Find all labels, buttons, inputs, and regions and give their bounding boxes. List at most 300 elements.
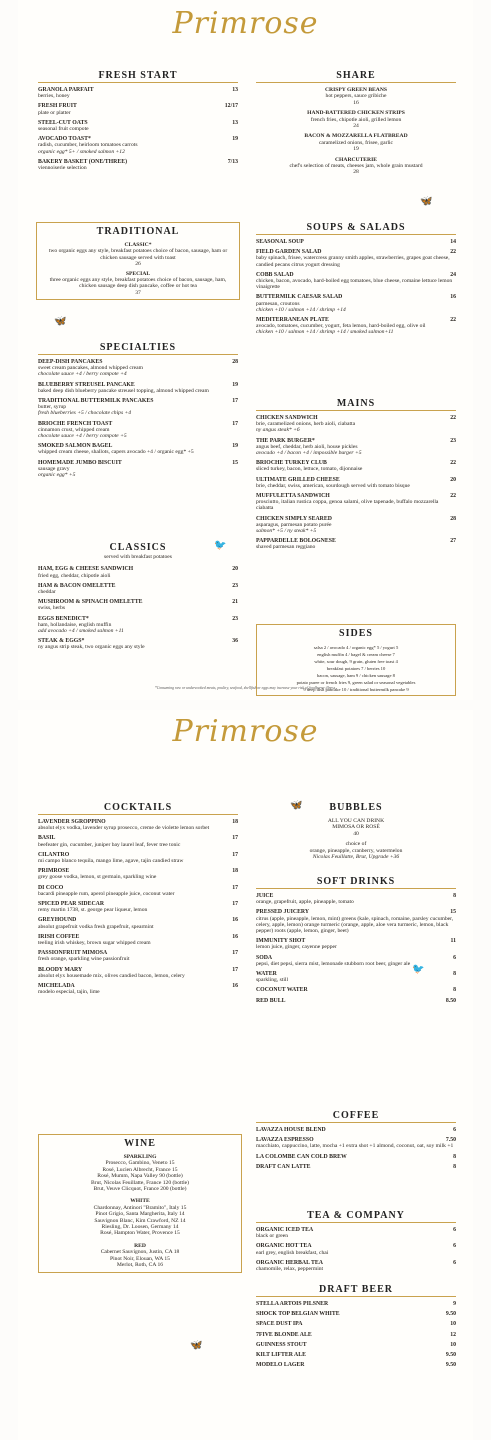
menu-line: Chardonnay, Antinori "Bramito", Italy 15 bbox=[93, 1204, 187, 1211]
item-extra: organic egg* 5+ / smoked salmon +12 bbox=[38, 148, 125, 155]
item-desc: remy martin 1738, st. george pear liqueur, lemon bbox=[38, 907, 148, 914]
menu-item bbox=[256, 1342, 456, 1348]
menu-item bbox=[256, 998, 456, 1004]
menu-item bbox=[256, 516, 456, 535]
item-name: COBB SALAD bbox=[256, 271, 294, 278]
item-price: 27 bbox=[450, 538, 456, 545]
item-desc: prosciutto, italian rustica coppa, genoa salami, olive tapenade, buffalo mozzarella ciabatta bbox=[256, 499, 439, 512]
classics-list bbox=[38, 566, 238, 650]
special-name: SPECIAL bbox=[125, 270, 151, 277]
classic-name: CLASSIC* bbox=[124, 242, 152, 248]
item-name: LAVENDER SGROPPINO bbox=[38, 819, 106, 825]
item-price: 13 bbox=[232, 87, 238, 93]
item-price: 7.50 bbox=[445, 1137, 456, 1144]
item-extra: avocado +4 / bacon +4 / impossible burger +5 bbox=[256, 450, 362, 457]
menu-line: bacon, sausage, ham 9 / chicken sausage 8 bbox=[317, 673, 395, 678]
mains-section bbox=[256, 398, 456, 555]
menu-item bbox=[256, 987, 456, 993]
item-price: 17 bbox=[232, 835, 238, 842]
item-price: 28 bbox=[232, 359, 238, 365]
item-name: CRISPY GREEN BEANS bbox=[325, 87, 387, 93]
item-price: 19 bbox=[232, 136, 238, 143]
item-desc: sweet cream pancakes, almond whipped cream bbox=[38, 365, 143, 372]
menu-item bbox=[256, 1127, 456, 1133]
item-price: 10 bbox=[450, 1321, 456, 1328]
item-price: 16 bbox=[450, 294, 456, 301]
menu-line: Rosé, Lucien Albrecht, France 15 bbox=[102, 1166, 178, 1173]
wine-heading: WINE bbox=[124, 1138, 156, 1149]
item-name: JUICE bbox=[256, 893, 274, 899]
item-price: 6 bbox=[453, 1227, 456, 1233]
menu-item bbox=[256, 460, 456, 472]
item-price: 22 bbox=[450, 415, 456, 421]
draft-beer-heading: DRAFT BEER bbox=[256, 1284, 456, 1297]
item-name: DEEP-DISH PANCAKES bbox=[38, 359, 103, 365]
item-price: 24 bbox=[353, 123, 359, 130]
item-desc: baby spinach, frisee, watercress granny smith apples, strawberries, grapes goat cheese, candied pecans citrus yogurt dressing bbox=[256, 255, 450, 268]
classic-price: 26 bbox=[135, 261, 141, 268]
item-name: ORGANIC HERBAL TEA bbox=[256, 1259, 323, 1266]
menu-item bbox=[38, 103, 238, 115]
menu-item bbox=[256, 317, 456, 336]
menu-item bbox=[38, 638, 238, 650]
menu-item bbox=[38, 901, 238, 913]
draft-beer-list bbox=[256, 1301, 456, 1368]
bubbles-heading: BUBBLES bbox=[329, 802, 383, 813]
item-price: 16 bbox=[353, 99, 359, 106]
item-desc: absolut elyx vodka, lavender syrup prosecco, creme de violette lemon sorbet bbox=[38, 825, 210, 832]
item-price: 8.50 bbox=[445, 997, 456, 1004]
menu-item bbox=[256, 971, 456, 983]
item-price: 23 bbox=[232, 582, 238, 589]
menu-item bbox=[38, 359, 238, 378]
item-name: 7FIVE BLONDE ALE bbox=[256, 1331, 312, 1338]
menu-item bbox=[256, 1311, 456, 1317]
item-name: MUSHROOM & SPINACH OMELETTE bbox=[38, 599, 143, 606]
hummingbird-icon: 🐦 bbox=[412, 964, 425, 975]
menu-item bbox=[38, 398, 238, 417]
menu-line: Riesling, Dr. Loosen, Germany 14 bbox=[101, 1224, 179, 1231]
item-price: 6 bbox=[453, 1259, 456, 1266]
item-desc: bacardi pineapple rum, aperol pineapple juice, coconut water bbox=[38, 890, 175, 897]
menu-item bbox=[256, 1154, 456, 1160]
item-name: STEEL-CUT OATS bbox=[38, 119, 88, 126]
soups-list bbox=[256, 239, 456, 336]
hummingbird-icon: 🐦 bbox=[214, 540, 227, 551]
item-extra: fresh blueberries +5 / chocolate chips +4 bbox=[38, 410, 132, 417]
menu-item bbox=[38, 983, 238, 995]
coffee-list bbox=[256, 1127, 456, 1170]
item-desc: swiss, herbs bbox=[38, 605, 66, 612]
menu-item bbox=[38, 583, 238, 595]
item-name: ULTIMATE GRILLED CHEESE bbox=[256, 476, 340, 483]
menu-item bbox=[256, 1332, 456, 1338]
item-desc: citrus (apple, pineapple, lemon, mint) greens (kale, spinach, romaine, parsley cucumber, celery, apple, lemon) orange turmeric (orange, apple, aloe vera turmeric, lemon, black pepper) roots (apple, lemon, ginger, beet) bbox=[256, 915, 454, 935]
item-desc: whipped cream cheese, shallots, capers avocado +4 / organic egg* +5 bbox=[38, 449, 194, 456]
item-name: BLOODY MARY bbox=[38, 966, 83, 973]
item-desc: pepsi, diet pepsi, sierra mist, lemonade stubborn root beer, ginger ale bbox=[256, 960, 411, 967]
menu-item bbox=[38, 120, 238, 132]
menu-line: Cabernet Sauvignon, Justin, CA 18 bbox=[100, 1249, 180, 1256]
bubbles-upgrade: Nicolas Feuillatte, Brut, Upgrade +36 bbox=[312, 854, 400, 861]
menu-line: potato puree or french fries 9, green salad or seasonal vegetables bbox=[296, 680, 416, 685]
wine-section bbox=[38, 1134, 242, 1273]
classics-subtitle: served with breakfast potatoes bbox=[104, 554, 172, 560]
item-price: 22 bbox=[450, 460, 456, 467]
menu-line: Brut, Nicolas Feuillatte, France 120 (bottle) bbox=[90, 1179, 190, 1186]
menu-item bbox=[256, 1301, 456, 1307]
item-price: 6 bbox=[453, 954, 456, 961]
item-price: 13 bbox=[232, 119, 238, 126]
coffee-heading: COFFEE bbox=[256, 1110, 456, 1123]
classics-section bbox=[38, 542, 238, 655]
item-extra: add avocado +4 / smoked salmon +11 bbox=[38, 628, 124, 635]
menu-item bbox=[38, 917, 238, 929]
item-price: 17 bbox=[232, 851, 238, 858]
item-name: TRADITIONAL BUTTERMILK PANCAKES bbox=[38, 398, 154, 405]
bubbles-section bbox=[256, 802, 456, 860]
item-price: 19 bbox=[232, 443, 238, 450]
item-price: 6 bbox=[453, 1243, 456, 1250]
coffee-section bbox=[256, 1110, 456, 1174]
item-name: GREYHOUND bbox=[38, 917, 77, 924]
specialties-section bbox=[38, 342, 238, 482]
item-name: LAVAZZA ESPRESSO bbox=[256, 1137, 314, 1144]
menu-item bbox=[38, 566, 238, 578]
item-name: ORGANIC ICED TEA bbox=[256, 1227, 314, 1233]
item-desc: french fries, chipotle aioli, grilled lemon bbox=[310, 116, 402, 123]
item-desc: teeling irish whiskey, brown sugar whipped cream bbox=[38, 940, 151, 947]
special-price: 37 bbox=[135, 289, 141, 296]
item-desc: absolut elyx housemade mix, olives candied bacon, lemon, celery bbox=[38, 972, 185, 979]
cocktails-section bbox=[38, 802, 238, 999]
item-desc: chicken, bacon, avocado, hard-boiled egg tomatoes, blue cheese, romaine lettuce lemon vinaigrette bbox=[256, 278, 453, 291]
menu-item bbox=[38, 967, 238, 979]
menu-item bbox=[38, 460, 238, 479]
sparkling-heading: SPARKLING bbox=[123, 1154, 157, 1160]
menu-item bbox=[38, 382, 238, 394]
share-list bbox=[256, 87, 456, 176]
primrose-logo-2: Primrose bbox=[172, 714, 319, 749]
tea-section bbox=[256, 1210, 456, 1276]
item-name: CHICKEN SANDWICH bbox=[256, 415, 318, 421]
item-name: FIELD GARDEN SALAD bbox=[256, 249, 322, 256]
menu-item bbox=[256, 249, 456, 268]
menu-item bbox=[38, 885, 238, 897]
menu-item bbox=[256, 133, 456, 152]
sparkling-list bbox=[45, 1160, 235, 1192]
butterfly-icon: 🦋 bbox=[420, 196, 433, 207]
item-desc: radish, cucumber, heirloom tomatoes carrots bbox=[38, 142, 138, 149]
item-extra: chicken +10 / salmon +14 / shrimp +14 bbox=[256, 306, 346, 313]
mains-list bbox=[256, 415, 456, 551]
item-name: BASIL bbox=[38, 835, 56, 842]
bubbles-choice: choice of bbox=[345, 841, 367, 848]
menu-line: 9 deep dish pancake 10 / traditional buttermilk pancake 9 bbox=[303, 687, 409, 692]
item-desc: fried egg, cheddar, chipotle aioli bbox=[38, 572, 111, 579]
menu-item bbox=[256, 294, 456, 313]
item-desc: chamomile, relax, peppermint bbox=[256, 1266, 324, 1273]
bubbles-line1: ALL YOU CAN DRINK bbox=[327, 818, 385, 824]
menu-item bbox=[256, 239, 456, 245]
item-desc: beefeater gin, cucumber, juniper bay laurel leaf, fever tree tonic bbox=[38, 841, 181, 848]
item-desc: lemon juice, ginger, cayenne pepper bbox=[256, 944, 337, 951]
item-price: 17 bbox=[232, 950, 238, 957]
red-list bbox=[45, 1249, 235, 1268]
cocktails-list bbox=[38, 819, 238, 995]
item-name: HOMEMADE JUMBO BISCUIT bbox=[38, 459, 122, 466]
item-price: 16 bbox=[232, 917, 238, 924]
menu-item bbox=[256, 1260, 456, 1272]
menu-item bbox=[38, 136, 238, 155]
item-desc: brie, cheddar, swiss, american, sourdough served with tomato bisque bbox=[256, 482, 410, 489]
menu-item bbox=[38, 835, 238, 847]
item-desc: cinnamon crust, whipped cream bbox=[38, 426, 110, 433]
primrose-logo: Primrose bbox=[172, 6, 319, 41]
menu-line: white, sour dough, 9 grain, gluten free toast 4 bbox=[314, 659, 398, 664]
soups-salads-section bbox=[256, 222, 456, 340]
item-desc: seasonal fruit compote bbox=[38, 126, 89, 133]
item-price: 8 bbox=[453, 971, 456, 978]
item-desc: caramelized onions, frisee, garlic bbox=[318, 139, 394, 146]
item-price: 22 bbox=[450, 493, 456, 500]
menu-item bbox=[256, 1164, 456, 1170]
item-price: 6 bbox=[453, 1127, 456, 1133]
item-name: HAM & BACON OMELETTE bbox=[38, 582, 116, 589]
menu-line: breakfast potatoes 7 / berries 10 bbox=[326, 666, 386, 671]
white-list bbox=[45, 1205, 235, 1237]
fresh-start-section bbox=[38, 70, 238, 175]
menu-item bbox=[38, 599, 238, 611]
menu-item bbox=[256, 938, 456, 950]
item-desc: grey goose vodka, lemon, st germain, sparkling wine bbox=[38, 874, 157, 881]
menu-item bbox=[38, 443, 238, 455]
item-name: BAKERY BASKET (ONE/THREE) bbox=[38, 158, 128, 165]
item-name: COCONUT WATER bbox=[256, 987, 308, 994]
item-name: CHICKEN SIMPLY SEARED bbox=[256, 515, 332, 522]
item-price: 28 bbox=[450, 515, 456, 522]
item-extra: chocolate sauce +4 / berry compote +4 bbox=[38, 371, 127, 378]
item-name: PAPPARDELLE BOLOGNESE bbox=[256, 538, 336, 545]
item-name: BUTTERMILK CAESAR SALAD bbox=[256, 294, 343, 301]
menu-item bbox=[256, 110, 456, 129]
menu-item bbox=[38, 819, 238, 831]
menu-item bbox=[38, 934, 238, 946]
item-price: 18 bbox=[232, 868, 238, 875]
item-desc: ham, hollandaise, english muffin bbox=[38, 621, 112, 628]
item-extra: ny angus steak* +6 bbox=[256, 427, 300, 434]
item-price: 10 bbox=[450, 1341, 456, 1348]
item-price: 28 bbox=[353, 169, 359, 176]
item-price: 12 bbox=[450, 1331, 456, 1338]
item-price: 23 bbox=[232, 615, 238, 622]
item-extra: chicken +10 / salmon +14 / shrimp +14 / smoked salmon+11 bbox=[256, 329, 394, 336]
menu-item bbox=[38, 950, 238, 962]
item-name: FRESH FRUIT bbox=[38, 103, 77, 110]
menu-line: Pinot Noir, Elouan, WA 15 bbox=[110, 1255, 170, 1262]
item-price: 17 bbox=[232, 398, 238, 405]
menu-item bbox=[256, 1362, 456, 1368]
item-desc: cheddar bbox=[38, 589, 56, 596]
item-price: 24 bbox=[450, 271, 456, 278]
tea-heading: TEA & COMPANY bbox=[256, 1210, 456, 1223]
butterfly-icon: 🦋 bbox=[190, 1340, 203, 1351]
item-name: BRIOCHE FRENCH TOAST bbox=[38, 420, 113, 427]
item-desc: baked deep dish blueberry pancake streusel topping, almond whipped cream bbox=[38, 387, 209, 394]
item-extra: chocolate sauce +4 / berry compote +5 bbox=[38, 433, 127, 440]
sides-heading: SIDES bbox=[339, 628, 373, 639]
item-desc: hot peppers, sauce gribiche bbox=[325, 93, 387, 100]
item-name: DI COCO bbox=[38, 884, 64, 891]
item-desc: parmesan, croutons bbox=[256, 300, 300, 307]
menu-item bbox=[256, 955, 456, 967]
specialties-heading: SPECIALTIES bbox=[38, 342, 238, 355]
item-desc: earl grey, english breakfast, chai bbox=[256, 1249, 329, 1256]
menu-item bbox=[256, 87, 456, 106]
classics-heading: CLASSICS bbox=[109, 542, 167, 553]
menu-item bbox=[256, 893, 456, 905]
traditional-section bbox=[36, 222, 240, 300]
menu-line: Brut, Veuve Clicquot, France 200 (bottle) bbox=[93, 1186, 187, 1193]
item-price: 22 bbox=[450, 317, 456, 324]
item-desc: chef's selection of meats, cheeses jam, whole grain mustard bbox=[289, 163, 423, 170]
menu-item bbox=[38, 616, 238, 635]
item-name: LA COLOMBE CAN COLD BREW bbox=[256, 1153, 347, 1160]
item-name: PRIMROSE bbox=[38, 868, 70, 875]
item-name: PASSIONFRUIT MIMOSA bbox=[38, 950, 108, 957]
item-name: CHARCUTERIE bbox=[335, 156, 377, 163]
item-name: MEDITERRANEAN PLATE bbox=[256, 317, 329, 324]
item-name: EGGS BENEDICT* bbox=[38, 615, 89, 622]
item-price: 8 bbox=[453, 893, 456, 899]
item-price: 17 bbox=[232, 966, 238, 973]
item-price: 17 bbox=[232, 901, 238, 908]
item-desc: black or green bbox=[256, 1233, 288, 1240]
bubbles-line2: MIMOSA OR ROSÉ bbox=[332, 824, 380, 831]
item-name: WATER bbox=[256, 971, 277, 978]
item-price: 19 bbox=[232, 381, 238, 388]
menu-item bbox=[38, 159, 238, 171]
menu-line: Rosé, Mumm, Napa Valley 90 (bottle) bbox=[97, 1173, 183, 1180]
item-name: STEAK & EGGS* bbox=[38, 638, 85, 645]
item-desc: orange, grapefruit, apple, pineapple, tomato bbox=[256, 899, 354, 906]
white-heading: WHITE bbox=[130, 1198, 150, 1205]
item-name: MUFFULETTA SANDWICH bbox=[256, 493, 330, 500]
item-price: 12/17 bbox=[224, 103, 238, 110]
item-desc: sausage gravy bbox=[38, 465, 70, 472]
item-name: ORGANIC HOT TEA bbox=[256, 1243, 312, 1250]
item-extra: organic egg* +5 bbox=[38, 472, 76, 479]
item-desc: butter, syrup bbox=[38, 404, 67, 411]
draft-beer-section bbox=[256, 1284, 456, 1372]
specialties-list bbox=[38, 359, 238, 478]
item-name: IRISH COFFEE bbox=[38, 933, 80, 940]
item-price: 19 bbox=[353, 146, 359, 153]
item-name: KILT LIFTER ALE bbox=[256, 1352, 306, 1359]
item-price: 20 bbox=[450, 476, 456, 483]
menu-line: Prosecco, Gambino, Veneto 15 bbox=[105, 1160, 175, 1167]
menu-item bbox=[38, 868, 238, 880]
soft-drinks-heading: SOFT DRINKS bbox=[256, 876, 456, 889]
item-desc: plate or platter bbox=[38, 109, 71, 116]
item-desc: ny angus strip steak, two organic eggs any style bbox=[38, 644, 145, 651]
bubbles-options: orange, pineapple, cranberry, watermelon bbox=[309, 847, 403, 854]
mains-heading: MAINS bbox=[256, 398, 456, 411]
item-price: 15 bbox=[450, 909, 456, 916]
item-name: DRAFT CAN LATTE bbox=[256, 1163, 311, 1170]
butterfly-icon: 🦋 bbox=[54, 316, 67, 327]
menu-item bbox=[38, 852, 238, 864]
fresh-start-list bbox=[38, 87, 238, 171]
item-desc: shaved parmesan reggiano bbox=[256, 544, 316, 551]
item-desc: mi campo blanco tequila, mango lime, agave, tajin candied straw bbox=[38, 858, 184, 865]
menu-line: Sauvignon Blanc, Kim Crawford, NZ 14 bbox=[94, 1217, 186, 1224]
item-price: 36 bbox=[232, 638, 238, 645]
menu-item bbox=[38, 87, 238, 99]
item-desc: viennoiserie selection bbox=[38, 165, 87, 172]
item-name: IMMUNITY SHOT bbox=[256, 938, 306, 945]
fresh-start-heading: FRESH START bbox=[38, 70, 238, 83]
item-name: THE PARK BURGER* bbox=[256, 437, 315, 444]
traditional-heading: TRADITIONAL bbox=[96, 226, 180, 237]
menu-item bbox=[256, 909, 456, 934]
item-name: SODA bbox=[256, 954, 273, 961]
menu-page-drinks bbox=[18, 710, 473, 1440]
menu-line: Pinot Grigio, Santa Margherita, Italy 14 bbox=[95, 1211, 185, 1218]
menu-line: Merlot, Roth, CA 16 bbox=[116, 1262, 164, 1269]
item-desc: brie, caramelized onions, herb aioli, ciabatta bbox=[256, 421, 356, 428]
item-desc: sliced turkey, bacon, lettuce, tomato, dijonnaise bbox=[256, 466, 363, 473]
item-price: 7/13 bbox=[227, 158, 238, 165]
item-name: MICHELADA bbox=[38, 983, 75, 990]
item-desc: angus beef, cheddar, herb aioli, house pickles bbox=[256, 443, 358, 450]
item-name: HAM, EGG & CHEESE SANDWICH bbox=[38, 566, 134, 573]
menu-item bbox=[256, 157, 456, 176]
item-price: 22 bbox=[450, 249, 456, 256]
menu-line: Rosé, Hampton Water, Provence 15 bbox=[100, 1230, 180, 1237]
item-price: 17 bbox=[232, 884, 238, 891]
item-name: MODELO LAGER bbox=[256, 1362, 305, 1369]
item-price: 9 bbox=[453, 1301, 456, 1307]
menu-page-food bbox=[18, 0, 473, 700]
share-section bbox=[256, 70, 456, 180]
item-price: 20 bbox=[232, 566, 238, 573]
item-price: 9.50 bbox=[445, 1362, 456, 1369]
menu-item bbox=[256, 415, 456, 434]
item-desc: sparkling, still bbox=[256, 977, 289, 984]
menu-item bbox=[256, 1352, 456, 1358]
item-desc: macchiato, cappuccino, latte, mocha +1 extra shot +1 almond, coconut, oat, soy milk +1 bbox=[256, 1143, 454, 1150]
item-desc: asparagus, parmesan potato purée bbox=[256, 521, 332, 528]
item-desc: modelo especial, tajin, lime bbox=[38, 989, 100, 996]
item-desc: absolut grapefruit vodka fresh grapefruit, spearmint bbox=[38, 923, 154, 930]
item-name: STELLA ARTOIS PILSNER bbox=[256, 1301, 329, 1307]
menu-item bbox=[256, 1137, 456, 1149]
item-extra: salmon* +5 / ny steak* +5 bbox=[256, 528, 317, 535]
item-name: PRESSED JUICERY bbox=[256, 909, 310, 916]
classic-desc: two organic eggs any style, breakfast potatoes choice of bacon, sausage, ham or chicken sausage served with toast bbox=[48, 248, 228, 261]
item-name: AVOCADO TOAST* bbox=[38, 136, 91, 143]
menu-item bbox=[256, 438, 456, 457]
menu-item bbox=[256, 272, 456, 291]
menu-item bbox=[256, 477, 456, 489]
soups-heading: SOUPS & SALADS bbox=[256, 222, 456, 235]
item-price: 16 bbox=[232, 933, 238, 940]
menu-item bbox=[256, 1227, 456, 1239]
item-name: SPICED PEAR SIDECAR bbox=[38, 901, 105, 908]
tea-list bbox=[256, 1227, 456, 1272]
item-name: BLUEBERRY STREUSEL PANCAKE bbox=[38, 381, 135, 388]
